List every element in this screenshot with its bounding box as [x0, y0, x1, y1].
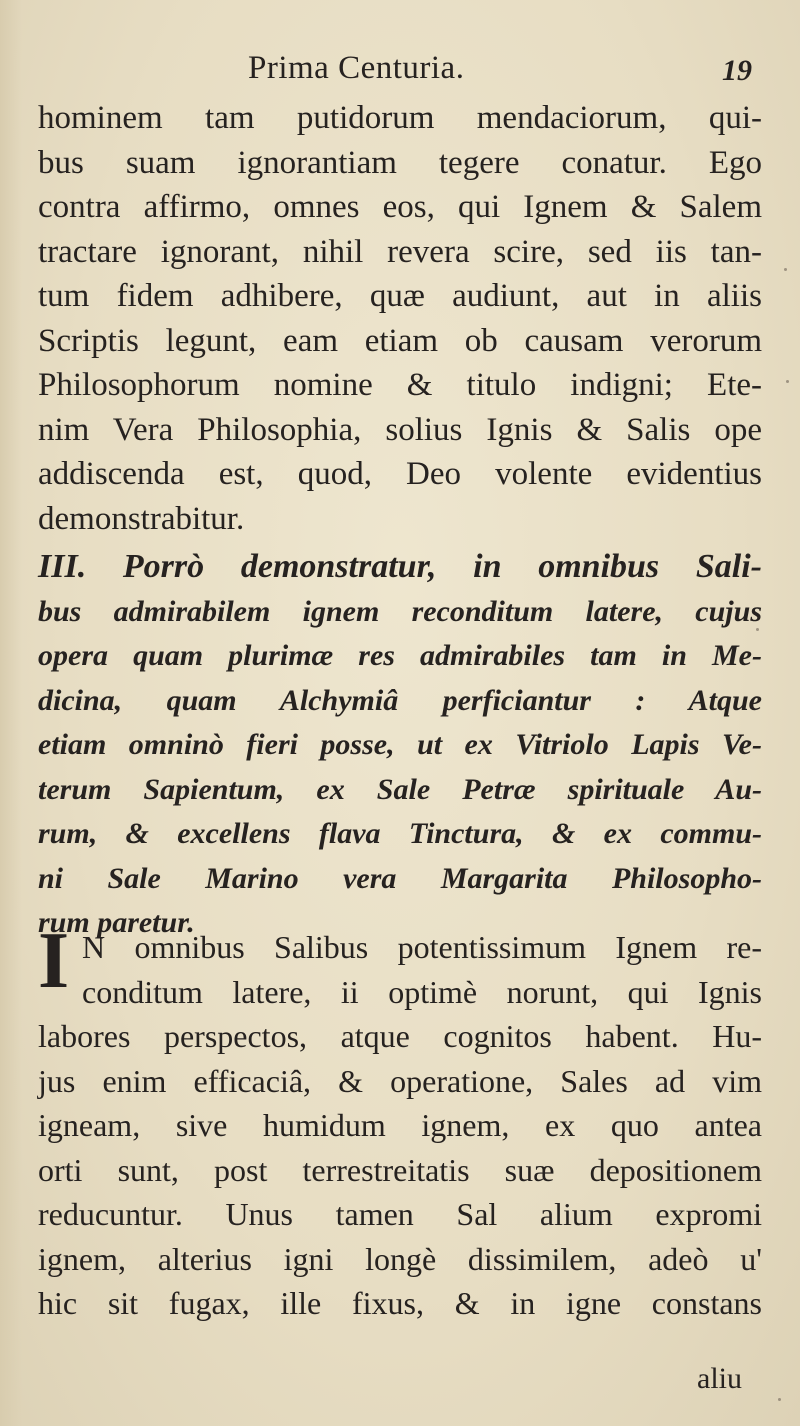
paragraph-continuation — [38, 96, 762, 541]
text-line: contra affirmo, omnes eos, qui Ignem & Salem — [38, 189, 762, 225]
heading-line: rum, & excellens flava Tinctura, & ex commu- — [38, 817, 762, 850]
text-line: tum fidem adhibere, quæ audiunt, aut in aliis — [38, 278, 762, 314]
paper-speck — [786, 380, 789, 383]
heading-line: ni Sale Marino vera Margarita Philosopho- — [38, 861, 762, 895]
text-line: demonstrabitur. — [38, 500, 245, 537]
heading-line: opera quam plurimæ res admirabiles tam in Me- — [38, 639, 762, 672]
text-line: igneam, sive humidum ignem, ex quo antea — [38, 1107, 762, 1143]
text-line: ignem, alterius igni longè dissimilem, adeò u' — [38, 1240, 762, 1277]
heading-line: dicina, quam Alchymiâ perficiantur : Atque — [38, 683, 762, 717]
text-line: tractare ignorant, nihil revera scire, sed iis tan- — [38, 233, 762, 270]
paper-speck — [784, 268, 787, 271]
heading-line: rum paretur. — [38, 906, 195, 939]
text-line: reducuntur. Unus tamen Sal alium expromi — [38, 1196, 762, 1232]
text-line: orti sunt, post terrestreitatis suæ depositionem — [38, 1151, 762, 1188]
heading-line: terum Sapientum, ex Sale Petræ spirituale Au- — [38, 772, 762, 806]
text-line: N omnibus Salibus potentissimum Ignem re- — [82, 929, 762, 965]
heading-line: bus admirabilem ignem reconditum latere, cujus — [38, 594, 762, 628]
running-title: Prima Centuria. — [248, 50, 465, 86]
text-line: labores perspectos, atque cognitos habent. Hu- — [38, 1018, 762, 1054]
text-line: Philosophorum nomine & titulo indigni; Ete- — [38, 367, 762, 403]
text-line: nim Vera Philosophia, solius Ignis & Salis ope — [38, 411, 762, 448]
paper-speck — [778, 1398, 781, 1401]
catchword: aliu — [697, 1362, 742, 1395]
heading-line: etiam omninò fieri posse, ut ex Vitriolo Lapis Ve- — [38, 728, 762, 761]
paper-speck — [756, 628, 759, 631]
text-line: jus enim efficaciâ, & operatione, Sales ad vim — [38, 1062, 762, 1099]
text-line: conditum latere, ii optimè norunt, qui Ignis — [82, 973, 762, 1010]
text-line: bus suam ignorantiam tegere conatur. Ego — [38, 144, 762, 181]
text-line: addiscenda est, quod, Deo volente evidentius — [38, 456, 762, 492]
drop-cap: I — [38, 917, 70, 1005]
page-gutter-shadow — [0, 0, 22, 1426]
text-line: Scriptis legunt, eam etiam ob causam verorum — [38, 322, 762, 359]
page-number: 19 — [722, 54, 752, 87]
section-heading-iii — [38, 545, 762, 946]
heading-line: III. Porrò demonstratur, in omnibus Sali- — [38, 548, 762, 585]
page-header — [0, 44, 800, 94]
text-line: hominem tam putidorum mendaciorum, qui- — [38, 100, 762, 136]
text-line: hic sit fugax, ille fixus, & in igne constans — [38, 1285, 762, 1321]
paragraph-body — [38, 925, 762, 1326]
